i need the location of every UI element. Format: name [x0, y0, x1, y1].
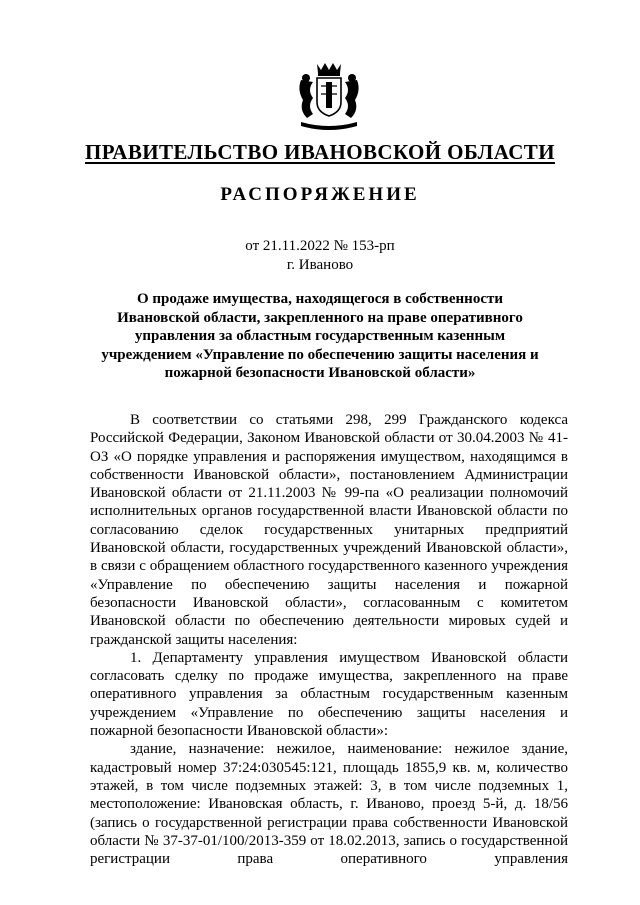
date-number: от 21.11.2022 № 153-рп [245, 238, 395, 254]
document-title: О продаже имущества, находящегося в собственности Ивановской области, закрепленного на праве оперативного управления за областным государственным казенным учреждением «Управление по обеспечению защиты населения и пожарной безопасности Ивановской области» [101, 291, 539, 381]
government-heading [0, 140, 640, 165]
city: г. Иваново [286, 257, 354, 273]
paragraph-item-1: 1. Департаменту управления имуществом Ивановской области согласовать сделку по продаже имущества, закрепленного на праве оперативного управления за областным государственным казенным учреждением «Управление по обеспечению защиты населения и пожарной безопасности Ивановской области»: [90, 649, 568, 740]
government-name: ПРАВИТЕЛЬСТВО ИВАНОВСКОЙ ОБЛАСТИ [85, 140, 555, 164]
date-block [0, 237, 640, 275]
document-body [90, 411, 568, 868]
paragraph-property-description: здание, назначение: нежилое, наименование: нежилое здание, кадастровый номер 37:24:030545:121, площадь 1855,9 кв. м, количество этажей, в том числе подземных этажей: 3, в том числе подземных 1, местоположение: Ивановская область, г. Иваново, проезд 5-й, д. 18/56 (запись о государственной регистрации права собственности Ивановской области № 37-37-01/100/2013-359 от 18.02.2013, запись о государственной регистрации права оперативного управления [90, 741, 568, 868]
paragraph-preamble: В соответствии со статьями 298, 299 Гражданского кодекса Российской Федерации, Законом Ивановской области от 30.04.2003 № 41-ОЗ «О порядке управления и распоряжения имуществом, находящимся в собственности Ивановской области», постановлением Администрации Ивановской области от 21.11.2003 № 99-па «О реализации полномочий исполнительных органов государственной власти Ивановской области по согласованию сделок государственных унитарных предприятий Ивановской области, государственных учреждений Ивановской области», в связи с обращением областного государственного казенного учреждения «Управление по обеспечению защиты населения и пожарной безопасности Ивановской области», согласованным с комитетом Ивановской области по обеспечению деятельности мировых судей и гражданской защиты населения: [90, 412, 568, 648]
coat-of-arms-emblem [295, 60, 363, 130]
document-type: РАСПОРЯЖЕНИЕ [220, 184, 420, 205]
